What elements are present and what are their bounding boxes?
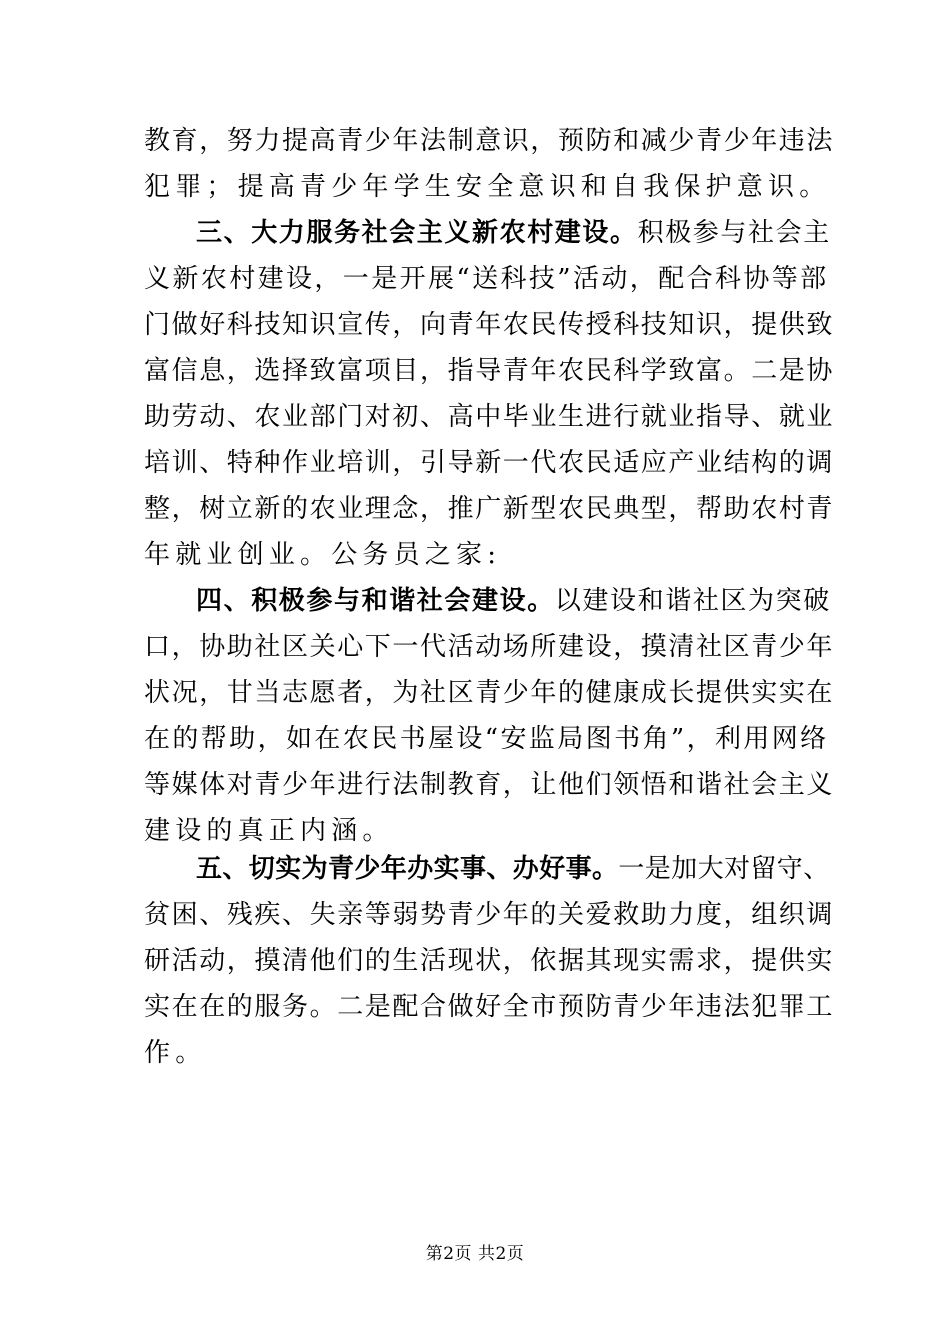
paragraph-line: 犯罪；提高青少年学生安全意识和自我保护意识。: [144, 172, 831, 202]
paragraph-line: 在的帮助，如在农民书屋设“安监局图书角”，利用网络: [144, 724, 829, 754]
paragraph-text: 一是加大对留守、: [618, 854, 830, 884]
paragraph-line: 义新农村建设，一是开展“送科技”活动，配合科协等部: [144, 264, 829, 294]
paragraph-text: 以建设和谐社区为突破: [554, 586, 831, 616]
paragraph-line: 等媒体对青少年进行法制教育，让他们领悟和谐社会主义: [144, 770, 835, 800]
paragraph-line: 助劳动、农业部门对初、高中毕业生进行就业指导、就业: [144, 402, 835, 432]
paragraph-first-line: [196, 581, 834, 621]
page-footer: 第2页 共2页: [425, 1244, 525, 1264]
paragraph-line: 富信息，选择致富项目，指导青年农民科学致富。二是协: [144, 356, 835, 386]
paragraph-first-line: [196, 213, 834, 253]
paragraph-line: 口，协助社区关心下一代活动场所建设，摸清社区青少年: [144, 632, 835, 662]
section-heading: 三、大力服务社会主义新农村建设。: [196, 218, 638, 248]
paragraph-line: 年就业创业。公务员之家:: [144, 540, 502, 570]
paragraph-line: 贫困、残疾、失亲等弱势青少年的关爱救助力度，组织调: [144, 900, 835, 930]
section-heading: 四、积极参与和谐社会建设。: [196, 586, 555, 616]
paragraph-first-line: [196, 849, 834, 889]
paragraph-line: 实在在的服务。二是配合做好全市预防青少年违法犯罪工: [144, 992, 835, 1022]
paragraph-text: 积极参与社会主: [637, 218, 831, 248]
section-heading: 五、切实为青少年办实事、办好事。: [196, 854, 619, 884]
paragraph-line: 整，树立新的农业理念，推广新型农民典型，帮助农村青: [144, 494, 835, 524]
paragraph-line: 教育，努力提高青少年法制意识，预防和减少青少年违法: [144, 126, 835, 156]
paragraph-line: 研活动，摸清他们的生活现状，依据其现实需求，提供实: [144, 946, 835, 976]
paragraph-line: 作。: [144, 1038, 207, 1068]
paragraph-line: 培训、特种作业培训，引导新一代农民适应产业结构的调: [144, 448, 835, 478]
paragraph-line: 建设的真正内涵。: [144, 816, 394, 846]
paragraph-line: 门做好科技知识宣传，向青年农民传授科技知识，提供致: [144, 310, 835, 340]
paragraph-line: 状况，甘当志愿者，为社区青少年的健康成长提供实实在: [144, 678, 835, 708]
